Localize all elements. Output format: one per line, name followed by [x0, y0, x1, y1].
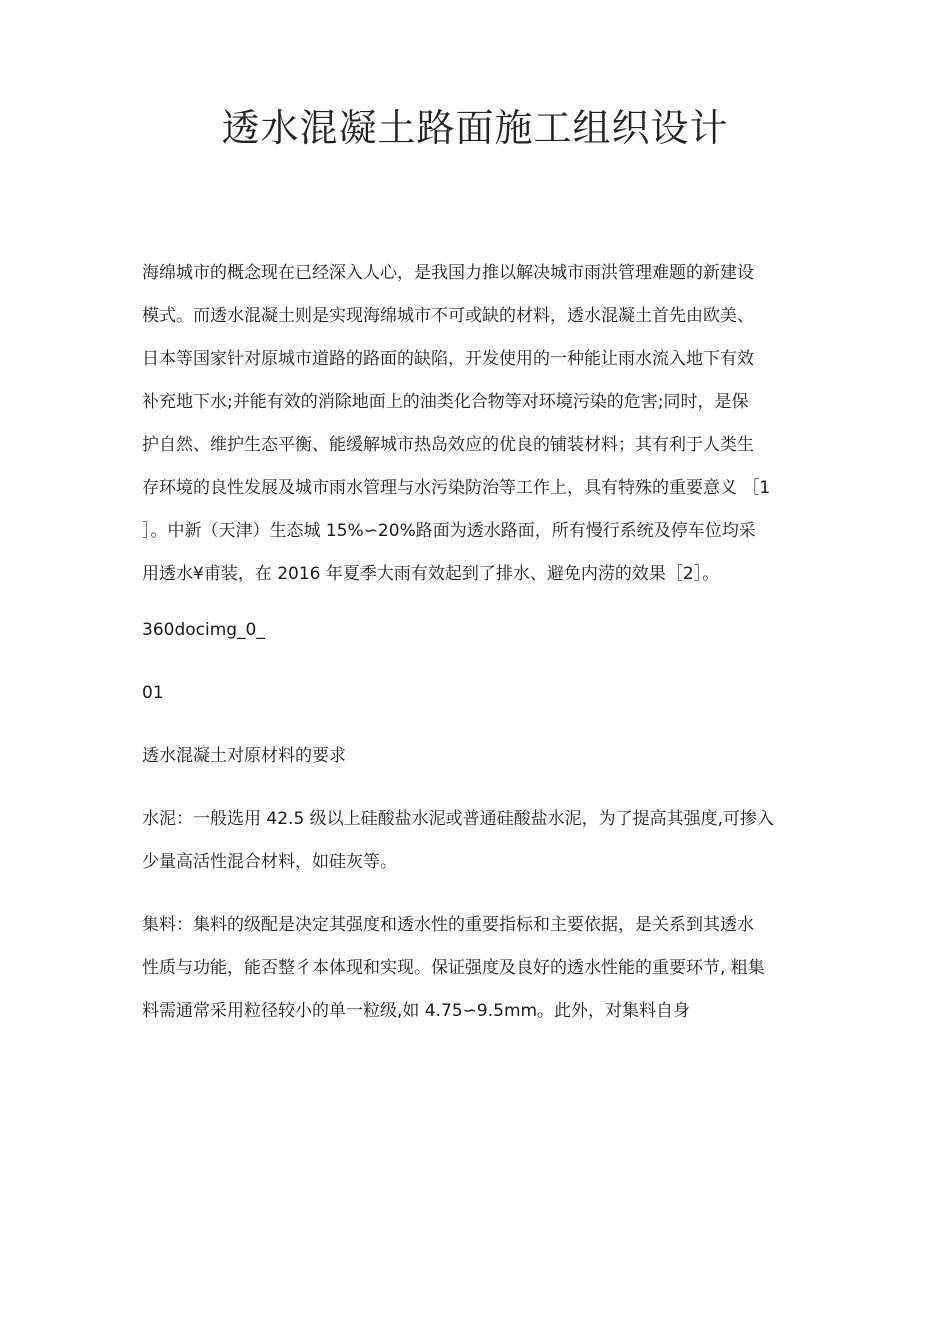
section-heading-label: 透水混凝土对原材料的要求 — [142, 746, 346, 766]
intro-line: 海绵城市的概念现在已经深入人心，是我国力推以解决城市雨洪管理难题的新建设 — [142, 263, 754, 283]
document-title: 透水混凝土路面施工组织设计 — [221, 106, 729, 150]
intro-line: 存环境的良性发展及城市雨水管理与水污染防治等工作上，具有特殊的重要意义 ［1 — [142, 478, 771, 498]
cement-line: 少量高活性混合材料，如硅灰等。 — [142, 852, 397, 872]
image-placeholder-label: 360docimg_0_ — [142, 620, 265, 640]
section-number — [142, 672, 812, 715]
intro-line: 护自然、维护生态平衡、能缓解城市热岛效应的优良的铺装材料；其有利于人类生 — [142, 435, 754, 455]
aggregate-paragraph — [142, 904, 812, 1033]
intro-paragraph — [142, 252, 812, 596]
aggregate-line: 料需通常采用粒径较小的单一粒级,如 4.75∽9.5mm。此外，对集料自身 — [142, 1001, 691, 1021]
intro-line: 补充地下水;并能有效的消除地面上的油类化合物等对环境污染的危害;同时，是保 — [142, 392, 749, 412]
aggregate-line: 集料：集料的级配是决定其强度和透水性的重要指标和主要依据，是关系到其透水 — [142, 915, 754, 935]
intro-line: 模式。而透水混凝土则是实现海绵城市不可或缺的材料，透水混凝土首先由欧美、 — [142, 306, 754, 326]
intro-line: 日本等国家针对原城市道路的路面的缺陷，开发使用的一种能让雨水流入地下有效 — [142, 349, 754, 369]
section-number-label: 01 — [142, 683, 164, 703]
cement-paragraph — [142, 798, 812, 884]
cement-line: 水泥：一般选用 42.5 级以上硅酸盐水泥或普通硅酸盐水泥，为了提高其强度,可掺入 — [142, 809, 775, 829]
intro-line: 用透水¥甫装，在 2016 年夏季大雨有效起到了排水、避免内涝的效果［2］。 — [142, 564, 720, 584]
section-heading — [142, 735, 812, 778]
document-body — [142, 252, 812, 1033]
aggregate-line: 性质与功能，能否整彳本体现和实现。保证强度及良好的透水性能的重要环节, 粗集 — [142, 958, 765, 978]
intro-line: ］。中新（天津）生态城 15%∽20%路面为透水路面，所有慢行系统及停车位均采 — [142, 521, 756, 541]
image-placeholder-text — [142, 609, 812, 652]
